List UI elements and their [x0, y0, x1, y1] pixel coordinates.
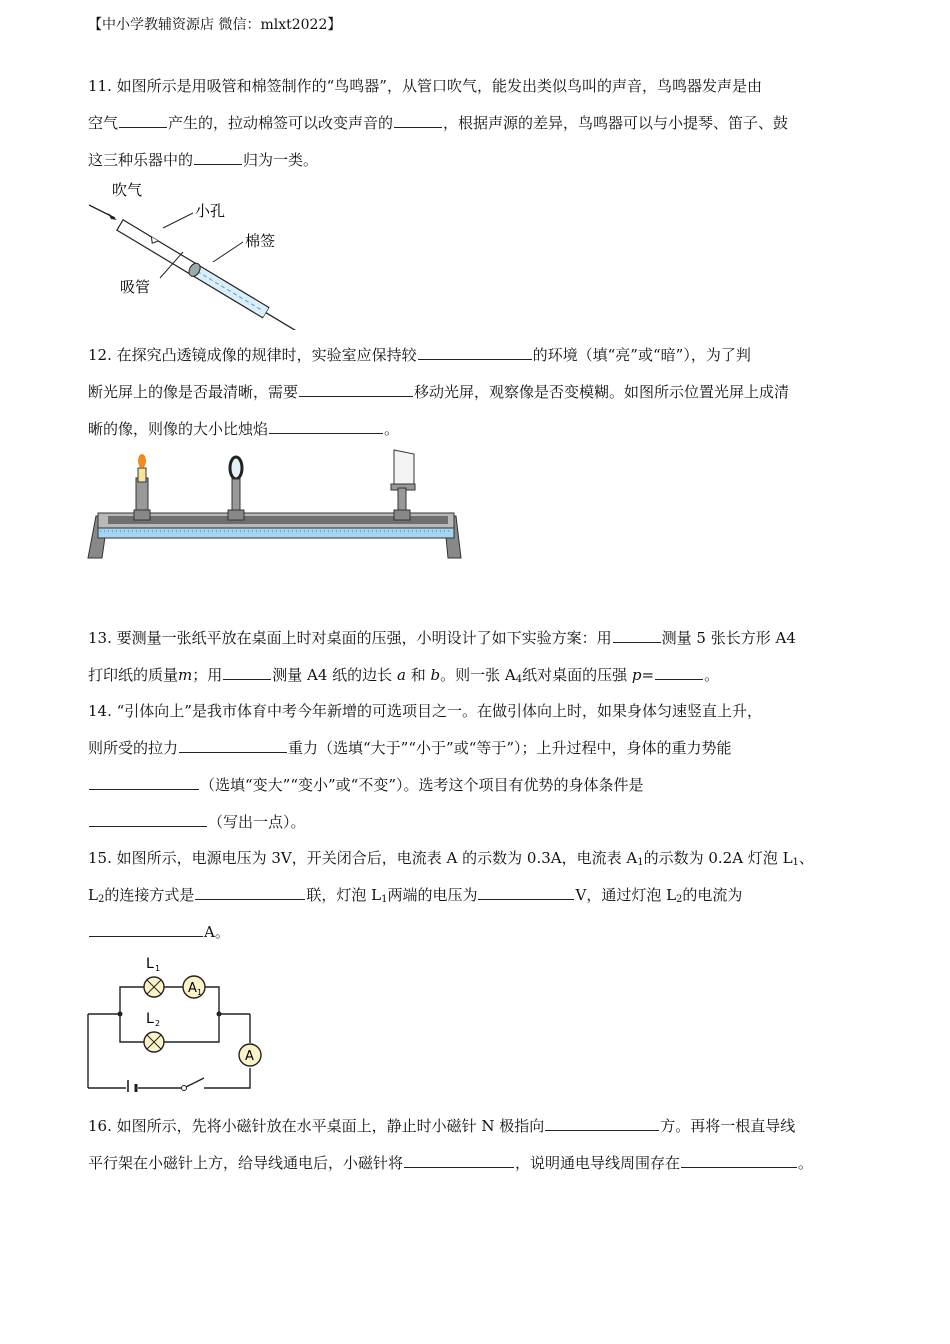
answer-blank[interactable]: [195, 881, 305, 900]
q14-line2: 则所受的拉力 重力（选填“大于”“小于”或“等于”）；上升过程中，身体的重力势能: [88, 730, 868, 767]
light-screen: [394, 450, 414, 488]
answer-blank[interactable]: [299, 378, 413, 397]
answer-blank[interactable]: [119, 109, 167, 128]
label-hole: 小孔: [195, 202, 226, 220]
q12-line2: 断光屏上的像是否最清晰，需要 移动光屏，观察像是否变模糊。如图所示位置光屏上成清: [88, 374, 868, 411]
label-swab: 棉签: [245, 232, 276, 250]
q14-line1: 14. “引体向上”是我市体育中考今年新增的可选项目之一。在做引体向上时，如果身体匀速竖直上升，: [88, 702, 762, 720]
svg-text:2: 2: [155, 1019, 161, 1028]
answer-blank[interactable]: [478, 881, 574, 900]
answer-blank[interactable]: [89, 808, 207, 827]
label-blow: 吹气: [112, 181, 143, 199]
label-straw: 吸管: [120, 278, 151, 296]
svg-text:1: 1: [155, 964, 161, 973]
question-15: [88, 840, 868, 951]
label-L2: L: [146, 1011, 154, 1027]
q11-line2: 空气 产生的，拉动棉签可以改变声音的 ，根据声源的差异，鸟鸣器可以与小提琴、笛子、鼓: [88, 105, 868, 142]
bench-scale: [98, 528, 454, 538]
header-watermark: 【中小学教辅资源店 微信：mlxt2022】: [88, 17, 342, 33]
q11-line1: 11. 如图所示是用吸管和棉签制作的“鸟鸣器”，从管口吹气，能发出类似鸟叫的声音，鸟鸣器发声是由: [88, 77, 762, 95]
question-12: [88, 337, 868, 448]
q15-line3: A。: [88, 914, 868, 951]
lamp-L1: [144, 977, 164, 997]
svg-text:1: 1: [197, 988, 203, 997]
q15-line1: 15. 如图所示，电源电压为 3V，开关闭合后，电流表 A 的示数为 0.3A，电流表 $A_1$的示数为 0.2A 灯泡 $L_1$、: [88, 849, 814, 868]
circuit-diagram: [86, 950, 276, 1092]
question-16: [88, 1108, 868, 1182]
q12-line3: 晰的像，则像的大小比烛焰 。: [88, 411, 868, 448]
candle: [138, 468, 146, 482]
answer-blank[interactable]: [223, 661, 271, 680]
answer-blank[interactable]: [269, 415, 383, 434]
q15-line2: $L_2$的连接方式是 联，灯泡 $L_1$两端的电压为 V，通过灯泡 $L_2$的电流为: [88, 877, 868, 914]
question-11: [88, 68, 868, 179]
answer-blank[interactable]: [404, 1149, 514, 1168]
answer-blank[interactable]: [89, 771, 199, 790]
convex-lens: [230, 457, 242, 479]
lamp-L2: [144, 1032, 164, 1052]
answer-blank[interactable]: [194, 146, 242, 165]
q13-line2: 打印纸的质量m；用 测量 A4 纸的边长 a 和 b。则一张 $A_4$纸对桌面的压强 p= 。: [88, 657, 868, 694]
answer-blank[interactable]: [418, 341, 532, 360]
optical-bench-figure: [86, 448, 466, 573]
question-13: [88, 620, 868, 694]
q11-line3: 这三种乐器中的 归为一类。: [88, 142, 868, 179]
q14-line4: （写出一点）。: [88, 804, 868, 841]
svg-text:A: A: [245, 1049, 254, 1064]
answer-blank[interactable]: [681, 1149, 797, 1168]
svg-text:A: A: [188, 981, 197, 996]
label-L1: L: [146, 956, 154, 972]
answer-blank[interactable]: [655, 661, 703, 680]
answer-blank[interactable]: [545, 1112, 659, 1131]
bird-whistle-figure: [85, 180, 315, 330]
candle-flame: [138, 454, 146, 468]
ammeter-A1: [183, 976, 205, 998]
answer-blank[interactable]: [89, 918, 203, 937]
answer-blank[interactable]: [613, 624, 661, 643]
answer-blank[interactable]: [179, 734, 287, 753]
q16-line1: 16. 如图所示，先将小磁针放在水平桌面上，静止时小磁针 N 极指向 方。再将一根直导线: [88, 1108, 868, 1145]
q12-line1: 12. 在探究凸透镜成像的规律时，实验室应保持较 的环境（填“亮”或“暗”），为了判: [88, 337, 868, 374]
answer-blank[interactable]: [394, 109, 442, 128]
question-14: [88, 693, 868, 841]
q14-line3: （选填“变大”“变小”或“不变”）。选考这个项目有优势的身体条件是: [88, 767, 868, 804]
q16-line2: 平行架在小磁针上方，给导线通电后，小磁针将 ，说明通电导线周围存在 。: [88, 1145, 868, 1182]
q13-line1: 13. 要测量一张纸平放在桌面上时对桌面的压强，小明设计了如下实验方案：用 测量 5 张长方形 A4: [88, 620, 868, 657]
ammeter-A: [239, 1044, 261, 1066]
